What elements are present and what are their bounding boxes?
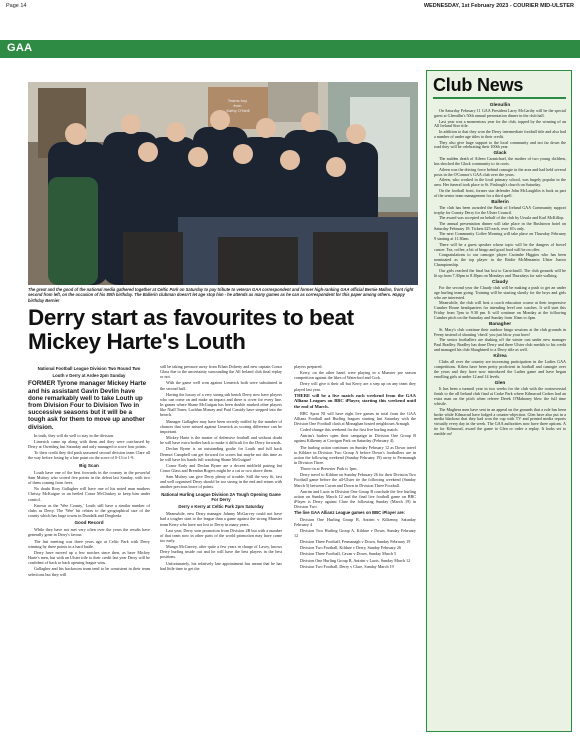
body-paragraph: Louth have one of the best forwards in the country in the powerful Sam Mulroy who scored five points in the defeat last Sunday, with two of them coming from frees. bbox=[28, 469, 150, 486]
body-paragraph: In truth, they will do well to stay in the division. bbox=[34, 432, 115, 438]
page-header bbox=[0, 0, 580, 12]
body-paragraph: Sam Mulroy can give Derry plenty of trouble. Still the very fit, fast and well organised Derry should be too strong in the end and return with another precious brace of points. bbox=[160, 474, 282, 490]
lead-paragraph: FORMER Tyrone manager Mickey Harte and his assistant Gavin Devlin have done remarkably well to take Louth up from Division Four to Division Two in successive seasons but it will be a tough ask for them to move up another division. bbox=[28, 380, 147, 431]
body-paragraph: The last meeting was three years ago at Celtic Park with Derry winning by three points in a hard battle. bbox=[28, 538, 150, 549]
club-paragraph: On Saturday February 11 GAA President Larry McCarthy will be the special guest at Glenullin's 50th annual presentation dinner in the club hall. bbox=[434, 108, 566, 118]
fixture-item: Division Two Football, Derry v Clare, Sunday March 19 bbox=[300, 563, 394, 569]
body-paragraph: With the game well won against Limerick both were substituted in the second half. bbox=[160, 380, 282, 391]
body-paragraph: Derry will give it their all but Kerry are a step up on any team they played last year. bbox=[294, 381, 416, 392]
club-paragraph: The next Community Coffee Morning will take place on Thursday February 9 starting at 11.30am. bbox=[434, 231, 566, 242]
body-paragraph: Last year, Derry won promotion from Division 2B but with a number of that team now in other parts of the world promotion may have come too early. bbox=[160, 527, 282, 543]
fixture-football: Louth v Derry at Ardee 2pm Sunday bbox=[52, 373, 126, 379]
fixture-item: Division Three Football, Fermanagh v Down, Sunday February 19 bbox=[300, 539, 411, 545]
body-paragraph: Having the luxury of a very strong sub bench Derry now have players who can come on and make an impact and there is cover for every line. In games where Shane McGuigan has been double marked other players like Niall Toner, Lachlan Murray and Paul Cassidy have stepped into the breach. bbox=[160, 391, 282, 418]
club-paragraph: For the second year the Claudy club will be making a push to get an under age hurling team going. Training will be starting shortly for the boys and girls who are interested. bbox=[434, 284, 566, 300]
club-paragraph: It has been a turmoil year in two weeks for the club with the controversial finish to the all Ireland club final at Croke Park where Kilmacud Crokes had an extra man on the pitch when referee Derek O'Mahoney blew the full time whistle. bbox=[434, 386, 566, 407]
photo-caption: The great and the good of the national media gathered together at Celtic Park on Saturday to pay tribute to veteran GAA correspondent and former high-ranking GAA official Bernie Mallon, front right second from left, on the occasion of his 80th birthday. The Ballerin clubman doesn't let age stop him - he attends as many games as he can as correspondent for this paper among others. Happy birthday Bernie! bbox=[28, 287, 414, 303]
club-paragraph: Aileen, who worked in the local primary school, was hugely popular in the area. Her funeral took place to St. Finlough's church on Saturday. bbox=[434, 177, 566, 188]
club-paragraph: On the football front, former star defender John McLaughlin is back as part of the senior team management for a third spell. bbox=[434, 187, 566, 198]
article-column-3 bbox=[294, 364, 416, 570]
fixture-item: Division One Hurling Group B, Antrim v Kilkenny, Saturday February 4 bbox=[294, 516, 416, 527]
club-name: Glenullin bbox=[489, 103, 511, 108]
article-column-1 bbox=[28, 364, 150, 578]
body-paragraph: Unfortunately, his relatively late appointment has meant that he has had little time to get the bbox=[160, 560, 282, 571]
club-name: Claudy bbox=[492, 279, 508, 285]
club-paragraph: The Maghera men have sent in an appeal on the grounds that a rule has been broke while Kilmacud have lodged a counter-objection. Glen have also put in a media blackout that they had won the cup with TV and printed media reports virtually every day in the week. The GAA authorities now have three options. A tie for Kilmacud, award the game to Glen or order a replay. It looks set to rumble on! bbox=[434, 406, 566, 437]
body-paragraph: players prepared. bbox=[294, 364, 323, 369]
club-name: Glack bbox=[493, 151, 507, 157]
article-column-2 bbox=[160, 364, 282, 572]
body-paragraph: Declan Byrne is an outstanding goalie for Louth and full back Dermot Campbell can get forward for scores but maybe not this time as he will have his hands full watching Shane McGuigan! bbox=[160, 446, 282, 462]
club-paragraph: Aileen was the driving force behind camogie in the area and had held several posts in the O'Connor's GAA club over the years. bbox=[434, 166, 566, 177]
club-paragraph: The annual presentation dinner will take place in the Bushtown hotel on Saturday February 18. Tickets £25 each, over 16's only. bbox=[434, 220, 566, 231]
kicker-football: National Football League Division Two Round Two bbox=[37, 366, 141, 371]
section-label: GAA bbox=[7, 42, 33, 54]
club-news-title: Club News bbox=[433, 75, 524, 95]
body-paragraph: Mickey Harte is the master of defensive football and without doubt he will have extra bodies back to make it difficult for the Derry forwards. bbox=[160, 435, 282, 446]
club-name: Banagher bbox=[488, 321, 512, 327]
fixture-item: Division Two Hurling Group A, Kildare v Down, Sunday February 12 bbox=[294, 527, 416, 538]
club-paragraph: They also give huge support to the local community and not far down the road they will be celebrating their 100th year. bbox=[434, 139, 566, 150]
body-paragraph: Gallagher and his backroom team tend to be consistent in their team selections but they will bbox=[28, 566, 150, 577]
sign-text: Teams buy from Kathy O'Neill bbox=[226, 98, 250, 113]
body-paragraph: Antrim and Laois in Division One Group B conclude the live hurling action on Sunday March 12 and the final live football game on BBC iPlayer is Derry against Clare the following Sunday (March 19) in Division Two. bbox=[294, 488, 416, 510]
club-paragraph: The senior footballers are shaking off the winter rust under new manager Paul Bradley. Bradley has done Derry and three Ulster club medals to his credit and managed his club Slaughtneil to a Derry title as well. bbox=[434, 337, 566, 353]
club-paragraph: Last year was a momentous year for the club, topped by the winning of an All Ireland Sixe title. bbox=[434, 118, 566, 129]
page-number: Page 14 bbox=[6, 3, 27, 9]
body-paragraph: Mungo McGarvey, after quite a few years in charge of Lavey, knows Derry hurling inside out and he will have the best players in the best positions. bbox=[160, 544, 282, 560]
body-paragraph: Derry have moved up a few notches since then, as have Mickey Harte's men, but with an Ulster title to their credit last year Derry will be confident of back to back opening league wins. bbox=[28, 549, 150, 566]
body-paragraph: BBC Sport NI will have eight live games in total from the GAA Allianz Football and Hurling leagues starting last Saturday with the Division One Football clash at Monaghan hosted neighbours Armagh. bbox=[294, 410, 416, 426]
club-paragraph: The award was accepted on behalf of the club by Ursula and Karl McKillop. bbox=[439, 215, 565, 221]
body-paragraph: The hurling action continues on Sunday February 12 as Down travel to Kildare in Division Two Group A before Down's footballers are in action the following weekend (Sunday February 19) away to Fermanagh in Division Three. bbox=[294, 444, 416, 465]
article-headline: Derry start as favourites to beat Mickey Harte's Louth bbox=[28, 305, 354, 354]
kicker-hurling: National Hurling League Division 2A Tough Opening Game For Derry bbox=[161, 491, 281, 502]
club-paragraph: Clubs all over the country are increasing participation in the Ladies GAA competitions. Kilrea have been pretty proficient in football and camogie over the years and they have now introduced the Ladies game and have begun enrolling girls at under 12 and 14 levels. bbox=[434, 359, 566, 380]
club-paragraph: There will be a guest speaker whose topic will be the dangers of bowel cancer. Tea, coffee, a bit of bingo and good food will be on offer. bbox=[434, 241, 566, 252]
body-paragraph: Conor Early and Declan Byrne are a decent midfield pairing but Conor Glass and Brendan Rogers might be a cut or two above them. bbox=[160, 462, 282, 473]
body-paragraph: Limerick came up along with them and they were outclassed by Derry at Owenbeg last Saturday and only managed to score four points. bbox=[28, 438, 150, 450]
body-paragraph: Derry travel to Kildare on Sunday February 26 for their Division Two Football game before the all-Ulster tie the following weekend (Sunday March 5) between Cavan and Down in Division Three Football. bbox=[294, 472, 416, 488]
body-paragraph: Meanwhile, new Derry manager Johnny McGarvey could not have had a tougher start to the league than a game against the strong Munster team Kerry who have not lost to Derry in many years. bbox=[160, 511, 282, 527]
club-news-panel bbox=[426, 70, 572, 732]
club-paragraph: Our girls reached the final but lost to Carrickmill. The club grounds will be lit up from 7.30pm to 8.30pm on Mondays and Thursdays for safe walking. bbox=[434, 267, 566, 278]
body-paragraph: To their credit they did push seasoned second division team Clare all the way before losing by a late point on the score of 0-13 to 1-9. bbox=[28, 450, 150, 461]
fixture-item: Division One Hurling Group B, Antrim v Laois, Sunday March 12 bbox=[300, 557, 411, 563]
bbc-iplayer-lead: THERE will be a live match each weekend from the GAA Allianz Leagues on BBC iPlayer, starting this weekend until the end of March. bbox=[294, 392, 416, 409]
body-paragraph: While they have not met very often over the years the results have generally gone in Derry's favour. bbox=[28, 527, 150, 538]
body-paragraph: No doubt Rory Gallagher will have one of his noted man markers Chrissy McKaigue or an heeled Conor McCluskey to keep him under control. bbox=[28, 486, 150, 502]
body-paragraph: Throw-in at Brewster Park is 1pm. bbox=[300, 466, 358, 472]
article-body bbox=[28, 364, 420, 732]
body-paragraph: still be taking pressure away from Ethan Doherty and new captain Conor Glass due to the uncertainty surrounding the All Ireland club final replay or not. bbox=[160, 364, 282, 380]
subhead-good-record: Good Record bbox=[74, 520, 104, 526]
body-paragraph: Known as the 'Wee County,' Louth still have a similar number of clubs as Derry. The 'Wee' bit relates to the geographical size of the county which has large towns in Dundalk and Drogheda. bbox=[28, 502, 150, 519]
team-photo bbox=[28, 82, 418, 285]
fixtures-subhead: The live GAA Allianz League games on BBC iPlayer are: bbox=[294, 510, 405, 516]
club-name: Kilrea bbox=[493, 354, 507, 360]
title-divider bbox=[433, 97, 566, 99]
publication-date-line: WEDNESDAY, 1st February 2023 - COURIER MID-ULSTER bbox=[423, 3, 574, 9]
club-paragraph: In addition to that they won the Derry intermediate football title and also had a number of under age titles to their credit. bbox=[434, 129, 566, 139]
club-paragraph: St. Mary's club continue their outdoor bingo sessions at the club grounds in Feeny instead of shouting 'check' you just blow your horn! bbox=[434, 326, 566, 337]
club-name: Glen bbox=[494, 381, 506, 387]
club-name: Ballerin bbox=[491, 199, 509, 205]
fixture-hurling: Derry v Kerry at Celtic Park 2pm Saturday bbox=[178, 504, 264, 509]
club-paragraph: The club has been awarded the Bank of Ireland GAA Community support trophy for County Derry for the Ulster Council. bbox=[434, 204, 566, 215]
club-paragraph: The sudden death of Aileen Carmichael, the mother of two young children, has shocked the Glack community to its roots. bbox=[434, 156, 566, 167]
fixture-item: Division Three Football, Cavan v Down, Sunday March 5 bbox=[300, 551, 397, 557]
body-paragraph: Kerry, on the other hand, were playing in a Munster pre season competition against the likes of Waterford and Cork. bbox=[294, 370, 416, 381]
club-paragraph: Congratulations to our camogie player Caoimhe Higgins who has been nominated as the top player in the Bridie McMenamin Ulster Junior Championship. bbox=[434, 252, 566, 268]
club-news-body bbox=[434, 102, 566, 438]
body-paragraph: Coded change this weekend for the first live hurling match. bbox=[300, 427, 399, 433]
body-paragraph: Manager Gallagher may have been secretly miffed by the number of chances that were missed against Limerick as scoring difference can be important. bbox=[160, 418, 282, 434]
club-paragraph: Meanwhile, the club will host a coach education course at their impressive Cumber House headquarters for intending level one coaches. It will start this Friday from 7pm to 9.30 pm. It will continue on Monday at the following Cumber pitch on the Saturday and Sunday from 10am to 4pm. bbox=[434, 300, 566, 321]
subhead-big-scan: Big Scan bbox=[79, 462, 99, 468]
body-paragraph: Antrim's hurlers open their campaign in Division One Group B against Kilkenny at Corrigan Park on Saturday (February 4). bbox=[294, 433, 416, 444]
fixture-item: Division Two Football, Kildare v Derry, Sunday February 26 bbox=[300, 545, 402, 551]
section-banner bbox=[0, 40, 580, 58]
